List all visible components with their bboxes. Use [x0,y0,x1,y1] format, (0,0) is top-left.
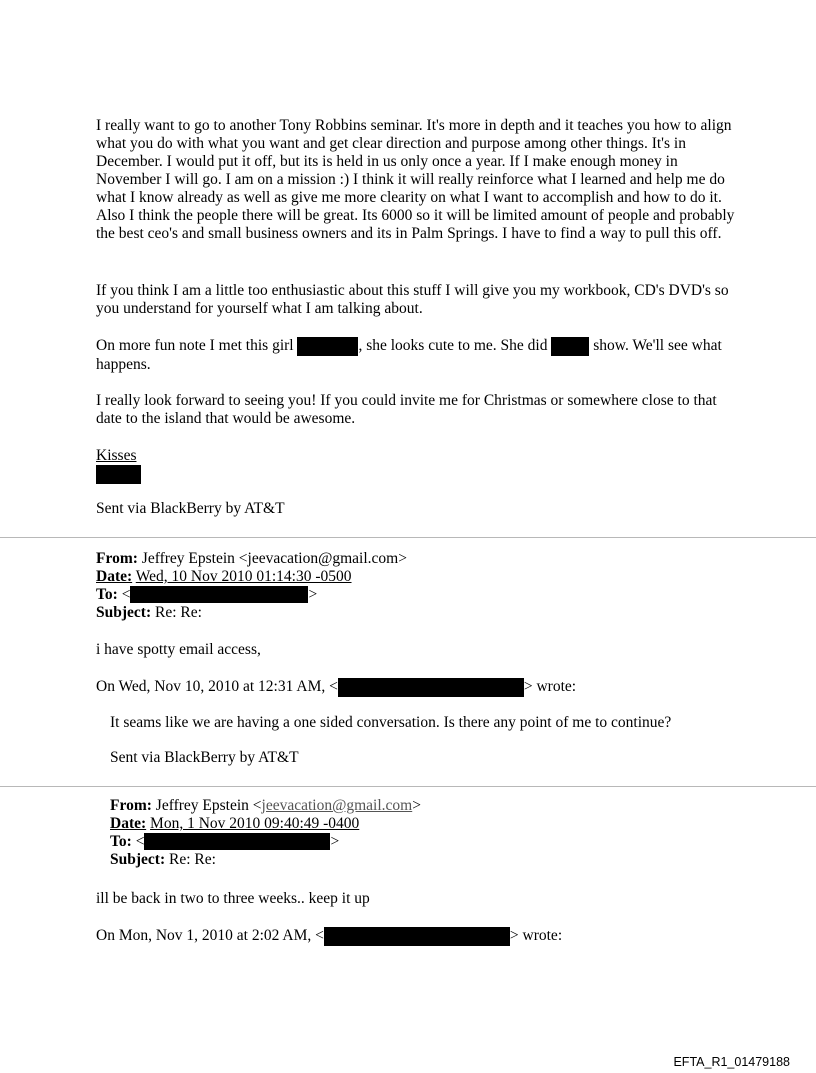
signoff: Kisses [96,447,137,464]
subject-value: Re: Re: [168,851,216,868]
para3-text-b: , she looks cute to me. She did [358,337,548,354]
reply-body: ill be back in two to three weeks.. keep it up [96,890,370,907]
redaction-block [297,337,358,356]
email-header [96,550,407,622]
email-link[interactable]: jeevacation@gmail.com [261,797,413,814]
quote-attribution: On Wed, Nov 10, 2010 at 12:31 AM, < > wrote: [96,678,577,695]
date-value: Wed, 10 Nov 2010 01:14:30 -0500 [135,568,352,585]
reply-body: i have spotty email access, [96,641,261,658]
body-paragraph-seminar: I really want to go to another Tony Robbins seminar. It's more in depth and it teaches you how to align what you do with what you want and get clear direction and purpose among other things. It's in December. I would put it off, but its is held in us only once a year. If I make enough money in November I will go. I am on a mission :) I think it will really reinforce what I learned and help me do what I know already as well as give me more clearity on what I want to accomplish and how to do it. Also I think the people there will be great. Its 6000 so it will be limited amount of people and probably the best ceo's and small business owners and its in Palm Springs. I have to find a way to pull this off. [96,117,735,242]
quote-attribution: On Mon, Nov 1, 2010 at 2:02 AM, < > wrote: [96,927,563,944]
redaction-block [144,833,330,850]
date-line: Date: Wed, 10 Nov 2010 01:14:30 -0500 [96,568,352,585]
to-line: To: < > [96,586,318,603]
quoted-sent-via: Sent via BlackBerry by AT&T [110,749,299,766]
redaction-block [338,678,524,697]
subject-line: Subject: Re: Re: [110,851,216,868]
from-line: From: Jeffrey Epstein <jeevacation@gmail.com> [96,550,407,567]
body-paragraph-workbook: If you think I am a little too enthusiastic about this stuff I will give you my workbook, CD's DVD's so you understand for yourself what I am talking about. [96,282,729,317]
subject-value: Re: Re: [154,604,202,621]
to-line: To: < > [110,833,340,850]
para3-text-c: show. We'll see what happens. [96,337,722,373]
redaction-block [324,927,510,946]
quoted-message: It seams like we are having a one sided conversation. Is there any point of me to continue? [110,714,672,731]
body-paragraph-christmas: I really look forward to seeing you! If you could invite me for Christmas or somewhere close to that date to the island that would be awesome. [96,392,717,427]
divider [0,537,816,538]
document-id: EFTA_R1_01479188 [673,1055,790,1069]
date-value: Mon, 1 Nov 2010 09:40:49 -0400 [150,815,360,832]
date-line: Date: Mon, 1 Nov 2010 09:40:49 -0400 [110,815,360,832]
redaction-block [130,586,308,603]
email-header [110,797,421,869]
from-line: From: Jeffrey Epstein <jeevacation@gmail.com> [110,797,421,814]
divider [0,786,816,787]
sent-via-signature: Sent via BlackBerry by AT&T [96,500,285,517]
para3-text-a: On more fun note I met this girl [96,337,294,354]
subject-line: Subject: Re: Re: [96,604,202,621]
redaction-block [551,337,589,356]
from-value: Jeffrey Epstein <jeevacation@gmail.com> [141,550,407,567]
body-paragraph-girl [96,337,736,374]
redaction-block [96,465,141,484]
